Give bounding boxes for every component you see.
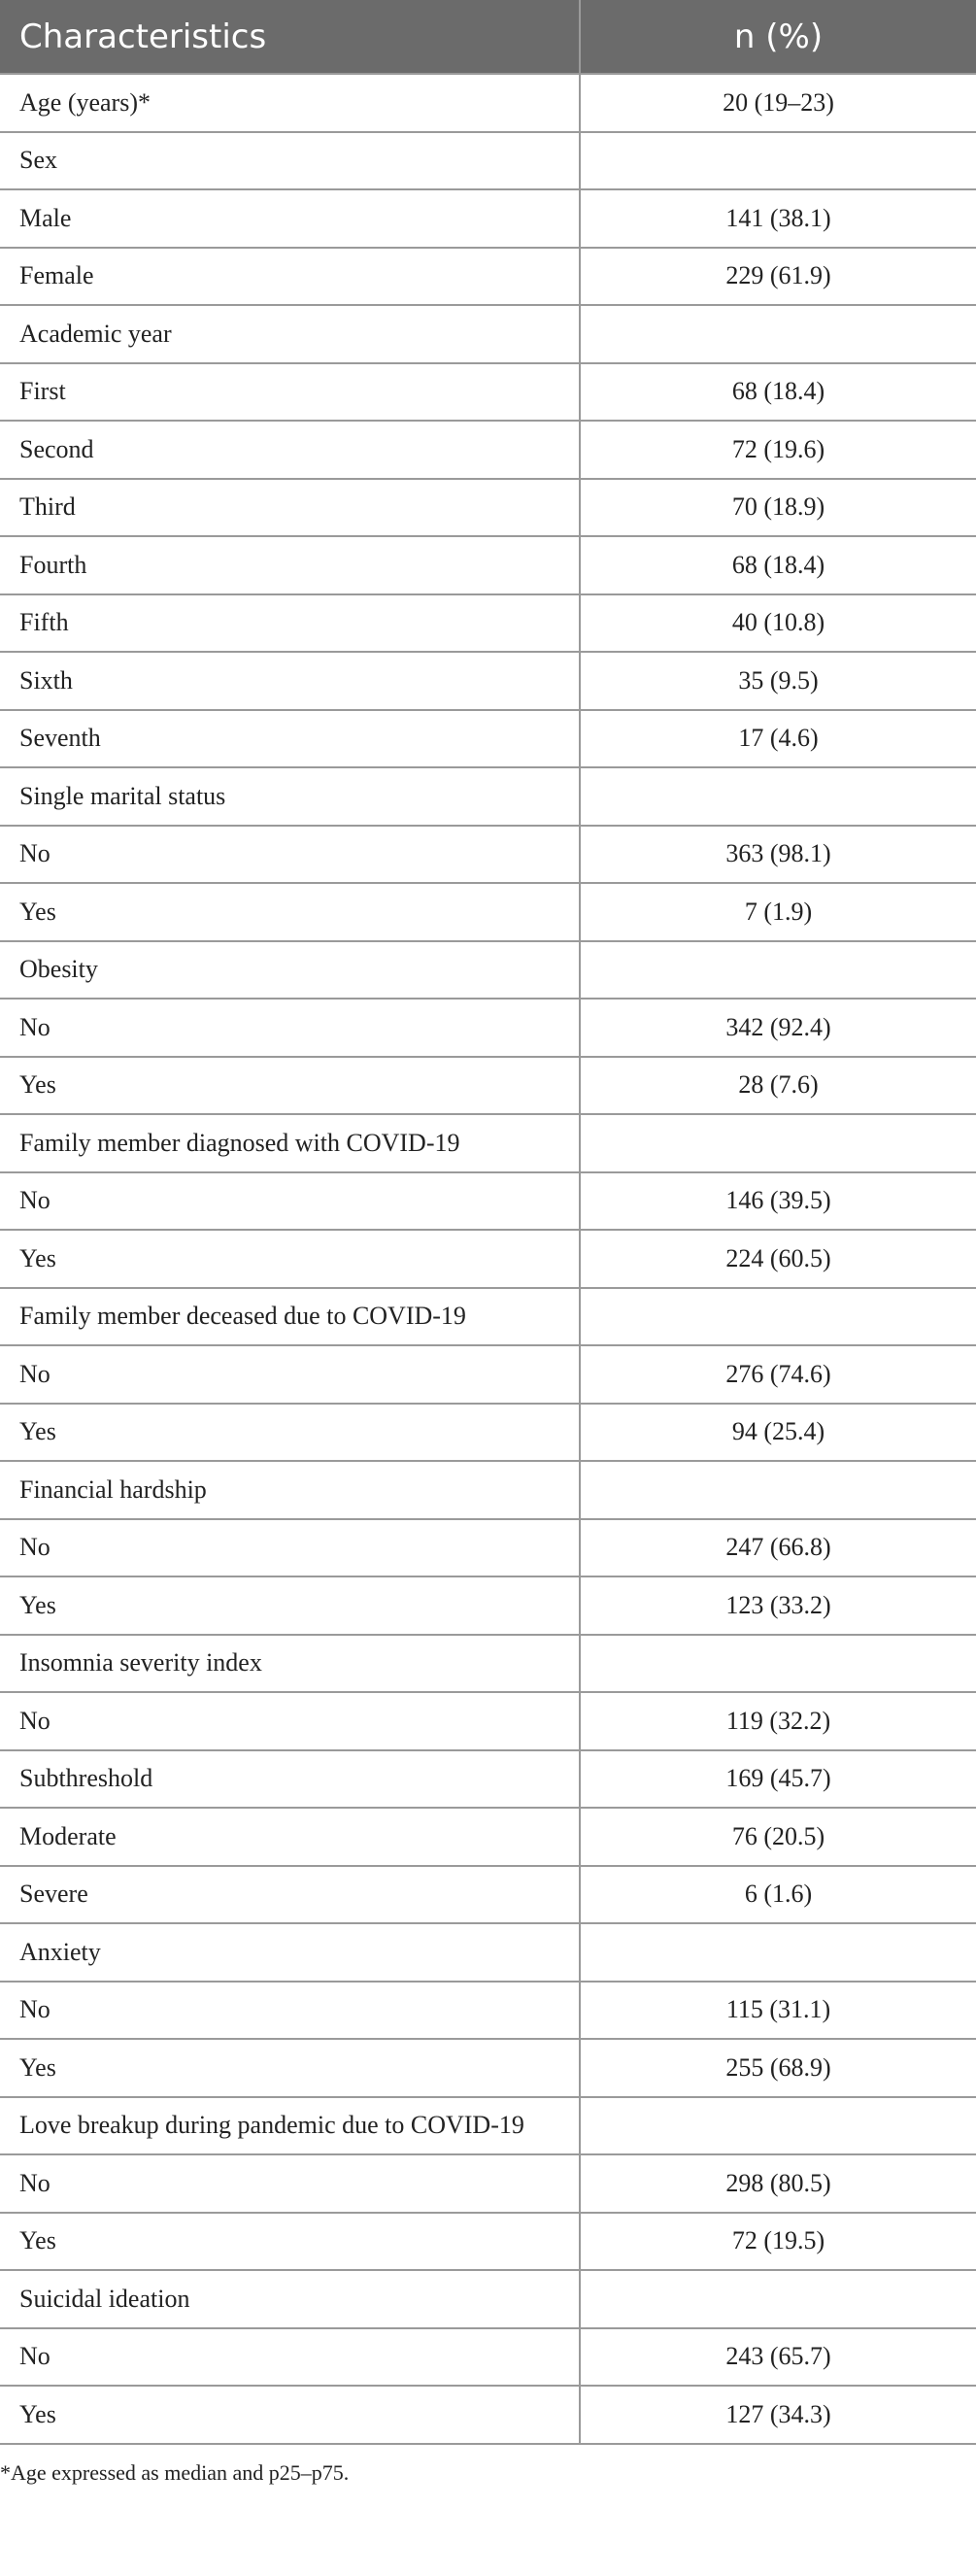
row-value: 243 (65.7) <box>580 2328 976 2387</box>
table-section-row <box>0 1923 976 1982</box>
row-value: 229 (61.9) <box>580 248 976 306</box>
table-row <box>0 1692 976 1750</box>
row-value: 68 (18.4) <box>580 536 976 594</box>
row-value <box>580 1635 976 1693</box>
section-label: Family member diagnosed with COVID-19 <box>0 1114 580 1172</box>
row-value: 68 (18.4) <box>580 363 976 422</box>
table-section-row <box>0 1288 976 1346</box>
row-label: Moderate <box>0 1808 580 1866</box>
row-value: 70 (18.9) <box>580 479 976 537</box>
table-row <box>0 189 976 248</box>
row-label: Second <box>0 421 580 479</box>
table-row <box>0 2154 976 2213</box>
table-row <box>0 2328 976 2387</box>
row-label: No <box>0 826 580 884</box>
row-label: No <box>0 1172 580 1231</box>
table-section-row <box>0 941 976 1000</box>
table-row <box>0 2386 976 2444</box>
row-value: 20 (19–23) <box>580 74 976 132</box>
table-row <box>0 74 976 132</box>
row-label: No <box>0 1982 580 2040</box>
row-value: 7 (1.9) <box>580 883 976 941</box>
row-value: 298 (80.5) <box>580 2154 976 2213</box>
table-row <box>0 1172 976 1231</box>
table-body <box>0 74 976 2444</box>
row-label: Yes <box>0 883 580 941</box>
section-label: Insomnia severity index <box>0 1635 580 1693</box>
row-value: 76 (20.5) <box>580 1808 976 1866</box>
row-label: Sixth <box>0 652 580 710</box>
header-characteristics: Characteristics <box>0 0 580 74</box>
table-row <box>0 1345 976 1404</box>
table-row <box>0 1982 976 2040</box>
row-label: First <box>0 363 580 422</box>
row-value <box>580 132 976 190</box>
table-section-row <box>0 132 976 190</box>
table-row <box>0 536 976 594</box>
table-row <box>0 1404 976 1462</box>
row-label: Yes <box>0 1057 580 1115</box>
row-label: No <box>0 1519 580 1577</box>
row-label: No <box>0 2154 580 2213</box>
table-row <box>0 421 976 479</box>
table-row <box>0 710 976 768</box>
row-value: 123 (33.2) <box>580 1576 976 1635</box>
row-value <box>580 2270 976 2328</box>
table-row <box>0 1576 976 1635</box>
row-value: 146 (39.5) <box>580 1172 976 1231</box>
section-label: Sex <box>0 132 580 190</box>
row-label: Yes <box>0 2039 580 2097</box>
row-value: 363 (98.1) <box>580 826 976 884</box>
table-row <box>0 1866 976 1924</box>
table-section-row <box>0 767 976 826</box>
row-label: Female <box>0 248 580 306</box>
table-row <box>0 999 976 1057</box>
table-row <box>0 1230 976 1288</box>
row-label: Fourth <box>0 536 580 594</box>
row-value: 276 (74.6) <box>580 1345 976 1404</box>
row-value: 255 (68.9) <box>580 2039 976 2097</box>
table-section-row <box>0 305 976 363</box>
table-section-row <box>0 2270 976 2328</box>
header-n-percent: n (%) <box>580 0 976 74</box>
row-value: 35 (9.5) <box>580 652 976 710</box>
row-value <box>580 1923 976 1982</box>
row-label: Male <box>0 189 580 248</box>
row-value: 119 (32.2) <box>580 1692 976 1750</box>
row-value: 247 (66.8) <box>580 1519 976 1577</box>
section-label: Single marital status <box>0 767 580 826</box>
row-value <box>580 1288 976 1346</box>
row-value: 40 (10.8) <box>580 594 976 653</box>
row-label: Subthreshold <box>0 1750 580 1809</box>
section-label: Financial hardship <box>0 1461 580 1519</box>
row-value <box>580 767 976 826</box>
row-label: Yes <box>0 2386 580 2444</box>
row-label: Yes <box>0 1576 580 1635</box>
row-label: Yes <box>0 1404 580 1462</box>
section-label: Love breakup during pandemic due to COVID-19 <box>0 2097 580 2155</box>
table-row <box>0 248 976 306</box>
row-value: 169 (45.7) <box>580 1750 976 1809</box>
table-row <box>0 1750 976 1809</box>
table-row <box>0 826 976 884</box>
section-label: Family member deceased due to COVID-19 <box>0 1288 580 1346</box>
row-label: Seventh <box>0 710 580 768</box>
table-row <box>0 1808 976 1866</box>
row-label: No <box>0 1692 580 1750</box>
table-footnote: *Age expressed as median and p25–p75. <box>0 2459 350 2485</box>
row-value: 115 (31.1) <box>580 1982 976 2040</box>
row-value: 72 (19.6) <box>580 421 976 479</box>
section-label: Suicidal ideation <box>0 2270 580 2328</box>
row-label: No <box>0 1345 580 1404</box>
table-section-row <box>0 1114 976 1172</box>
row-label: Third <box>0 479 580 537</box>
table-row <box>0 1057 976 1115</box>
row-value: 28 (7.6) <box>580 1057 976 1115</box>
row-value: 72 (19.5) <box>580 2213 976 2271</box>
section-label: Academic year <box>0 305 580 363</box>
row-label: Yes <box>0 1230 580 1288</box>
row-value: 224 (60.5) <box>580 1230 976 1288</box>
row-value <box>580 941 976 1000</box>
row-value: 6 (1.6) <box>580 1866 976 1924</box>
row-value: 17 (4.6) <box>580 710 976 768</box>
row-label: Yes <box>0 2213 580 2271</box>
row-value <box>580 1114 976 1172</box>
row-label: No <box>0 999 580 1057</box>
table-section-row <box>0 2097 976 2155</box>
table-row <box>0 363 976 422</box>
section-label: Anxiety <box>0 1923 580 1982</box>
table-row <box>0 479 976 537</box>
table-row <box>0 2213 976 2271</box>
section-label: Obesity <box>0 941 580 1000</box>
row-value: 127 (34.3) <box>580 2386 976 2444</box>
table-section-row <box>0 1635 976 1693</box>
table-row <box>0 594 976 653</box>
table-row <box>0 883 976 941</box>
table-row <box>0 1519 976 1577</box>
row-value: 94 (25.4) <box>580 1404 976 1462</box>
table-row <box>0 652 976 710</box>
row-label: Severe <box>0 1866 580 1924</box>
row-value <box>580 1461 976 1519</box>
table-row <box>0 2039 976 2097</box>
row-value <box>580 2097 976 2155</box>
row-value: 342 (92.4) <box>580 999 976 1057</box>
table-section-row <box>0 1461 976 1519</box>
row-label: Fifth <box>0 594 580 653</box>
row-label: No <box>0 2328 580 2387</box>
row-value: 141 (38.1) <box>580 189 976 248</box>
row-value <box>580 305 976 363</box>
row-label: Age (years)* <box>0 74 580 132</box>
table-header-row <box>0 0 976 74</box>
